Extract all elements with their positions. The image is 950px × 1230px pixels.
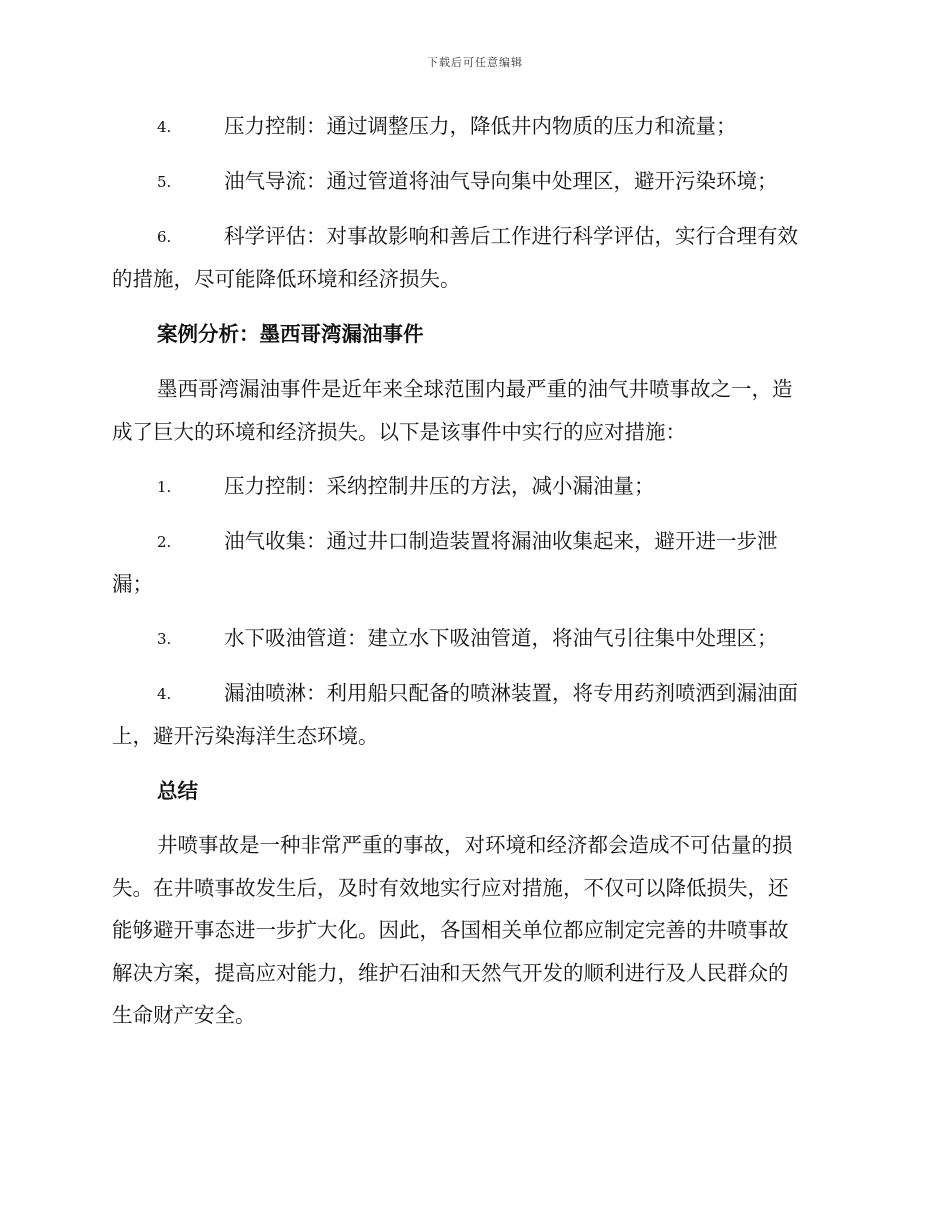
list-item-text: 压力控制：通过调整压力，降低井内物质的压力和流量；	[224, 114, 737, 138]
section-heading-summary: 总结	[157, 779, 198, 803]
paragraph-line: 成了巨大的环境和经济损失。以下是该事件中实行的应对措施：	[112, 420, 686, 444]
page-header: 下载后可任意编辑	[427, 56, 523, 69]
list-number: 3.	[157, 630, 172, 648]
list-number: 4.	[157, 118, 172, 136]
list-item-continuation: 上，避开污染海洋生态环境。	[112, 724, 379, 748]
list-item-text: 水下吸油管道：建立水下吸油管道，将油气引往集中处理区；	[224, 626, 778, 650]
list-item-text: 油气导流：通过管道将油气导向集中处理区，避开污染环境；	[224, 169, 778, 193]
paragraph-line: 生命财产安全。	[112, 1003, 256, 1027]
paragraph-line: 解决方案，提高应对能力，维护石油和天然气开发的顺利进行及人民群众的	[112, 961, 789, 985]
list-number: 5.	[157, 173, 172, 191]
list-item-continuation: 漏；	[112, 572, 153, 596]
list-number: 1.	[157, 478, 172, 496]
list-number: 6.	[157, 228, 172, 246]
paragraph-line: 能够避开事态进一步扩大化。因此，各国相关单位都应制定完善的井喷事故	[112, 918, 789, 942]
paragraph-line: 墨西哥湾漏油事件是近年来全球范围内最严重的油气井喷事故之一，造	[157, 377, 793, 401]
list-item-continuation: 的措施，尽可能降低环境和经济损失。	[112, 267, 461, 291]
list-number: 2.	[157, 533, 172, 551]
list-item-text: 漏油喷淋：利用船只配备的喷淋装置，将专用药剂喷洒到漏油面	[224, 681, 798, 705]
list-number: 4.	[157, 685, 172, 703]
list-item-text: 科学评估：对事故影响和善后工作进行科学评估，实行合理有效	[224, 224, 798, 248]
list-item-text: 油气收集：通过井口制造装置将漏油收集起来，避开进一步泄	[224, 529, 778, 553]
section-heading-case: 案例分析：墨西哥湾漏油事件	[157, 322, 424, 346]
paragraph-line: 井喷事故是一种非常严重的事故，对环境和经济都会造成不可估量的损	[157, 833, 793, 857]
paragraph-line: 失。在井喷事故发生后，及时有效地实行应对措施，不仅可以降低损失，还	[112, 876, 789, 900]
list-item-text: 压力控制：采纳控制井压的方法，减小漏油量；	[224, 474, 655, 498]
